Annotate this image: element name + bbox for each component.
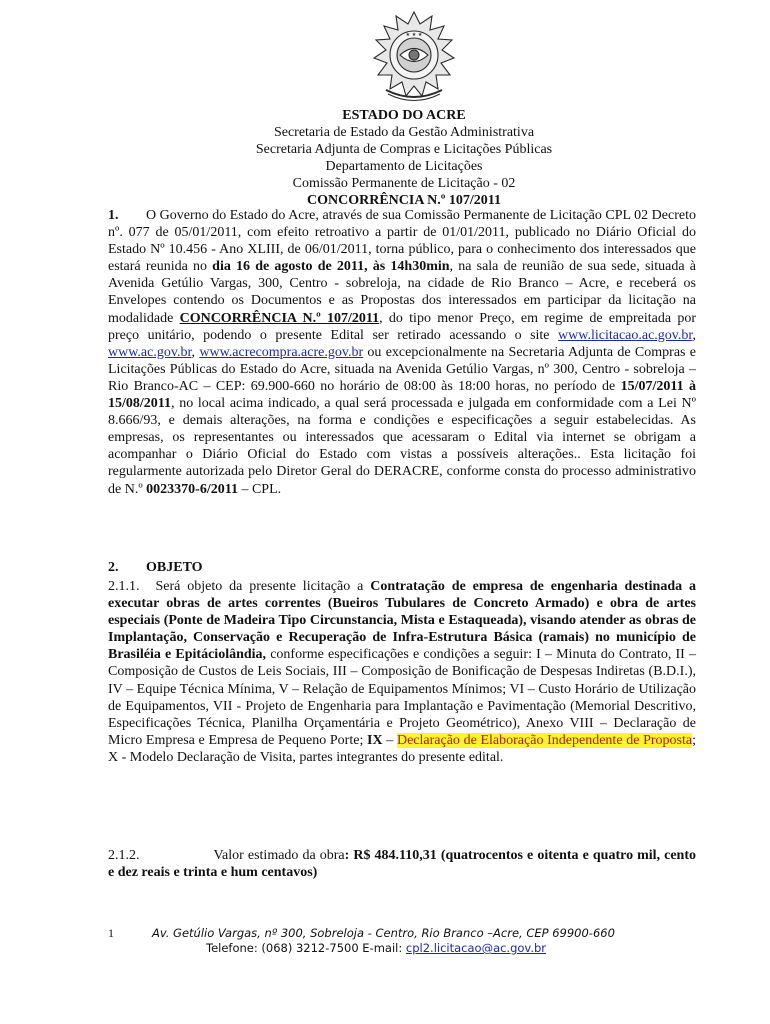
state-title: ESTADO DO ACRE	[342, 108, 466, 123]
text-span: –	[382, 732, 397, 748]
adjunta-line: Secretaria Adjunta de Compras e Licitações Públicas	[255, 142, 553, 157]
text-span: – CPL.	[237, 481, 282, 497]
footer-address: Av. Getúlio Vargas, nº 300, Sobreloja - Centro, Rio Branco –Acre, CEP 69900-660	[152, 926, 615, 940]
process-number: 0023370-6/2011	[146, 481, 238, 497]
date-bold: dia 16 de agosto de 2011, às 14h30min	[212, 259, 450, 275]
text-span: O Governo do Estado do Acre, através de sua Comissão Permanente de Licitação CPL 02 Decreto nº. 077 de 05/01/2011, com efeito retroativo a partir de 01/01/2011, publicado no Diário Oficial do Estado Nº 10.456 - Ano XLIII, de 06/01/2011, torna público, para o conhecimento dos interessados que estará reunida no	[108, 208, 696, 275]
paragraph-number: 2.1.2.	[108, 848, 140, 863]
concorrencia-ref: CONCORRÊNCIA N.º 107/2011	[179, 310, 380, 326]
estimated-value-words: (quatrocentos e oitenta e quatro mil, cento e dez reais e trinta e hum centavos)	[108, 848, 697, 881]
footer-phone: Telefone: (068) 3212-7500 E-mail:	[206, 941, 406, 955]
text-span: conforme especificações e condições a seguir: I – Minuta do Contrato, II – Composição de Custos de Leis Sociais, III – Composição de Bonificação de Despesas Indiretas (B.D.I.), IV – Equipe Técnica Mínima, V – Relação de Equipamentos Mínimos; VI – Custo Horário de Utilização de Equipamentos, VII - Projeto de Engenharia para Implantação e Pavimentação (Memorial Descritivo, Especificações Técnica, Planilha Orçamentária e Projeto Geométrico), Anexo VIII – Declaração de Micro Empresa e Empresa de Pequeno Porte;	[108, 647, 696, 748]
link-ac-gov[interactable]: www.ac.gov.br	[108, 344, 192, 360]
text-span: ,	[191, 344, 200, 360]
section-2-title: OBJETO	[146, 560, 203, 575]
svg-text:★ ★ ★: ★ ★ ★	[405, 32, 423, 38]
section-1-paragraph	[108, 207, 696, 498]
text-span: Valor estimado da obra	[213, 848, 345, 863]
estimated-value: : R$ 484.110,31	[344, 848, 437, 863]
highlighted-annex-ix: Declaração de Elaboração Independente de Proposta	[396, 732, 693, 748]
departamento-line: Departamento de Licitações	[325, 159, 483, 174]
section-2-number: 2.	[108, 560, 119, 575]
text-span: , no local acima indicado, a qual será processada e julgada em conformidade com a Lei Nº 8.666/93, e demais alterações, na forma e condições e especificações a seguir estabelecidas. As empresas, os representantes ou interessados que acessaram o Edital via internet se obrigam a acompanhar o Diário Oficial do Estado com vistas a possíveis alterações.. Esta licitação foi regularmente autorizada pelo Diretor Geral do DERACRE, conforme consta do processo administrativo de N.º	[108, 396, 696, 497]
paragraph-2-1-1	[108, 578, 696, 766]
object-description: Contratação de empresa de engenharia destinada a executar obras de artes correntes (Bueiros Tubulares de Concreto Armado) e obra de artes especiais (Ponte de Madeira Tipo Circunstancia, Mista e Estaqueada), visando atender as obras de Implantação, Conservação e Recuperação de Infra-Estrutura Básica (ramais) no município de Brasiléia e Epitáciolândia,	[108, 579, 696, 663]
section-2-heading	[108, 560, 203, 576]
paragraph-number: 2.1.1.	[108, 579, 140, 594]
text-span: ou excepcionalmente na Secretaria Adjunta de Compras e Licitações Públicas do Estado do Acre, situada na Avenida Getúlio Vargas, nº 300, Centro - sobreloja – Rio Branco-AC – CEP: 69.900-660 no horário de 08:00 às 18:00 horas, no período de	[108, 344, 696, 394]
secretaria-line: Secretaria de Estado da Gestão Administrativa	[273, 125, 535, 140]
period-bold: 15/07/2011 à 15/08/2011	[108, 378, 696, 412]
concorrencia-title: CONCORRÊNCIA N.º 107/2011	[306, 193, 502, 208]
page-number: 1	[108, 926, 114, 940]
comissao-line: Comissão Permanente de Licitação - 02	[292, 176, 516, 191]
link-licitacao[interactable]: www.licitacao.ac.gov.br	[558, 327, 693, 343]
text-span: ; X - Modelo Declaração de Visita, partes integrantes do presente edital.	[108, 732, 697, 765]
document-header	[108, 107, 700, 209]
section-1-number: 1.	[108, 208, 119, 223]
text-span: , na sala de reunião de sua sede, situada à Avenida Getúlio Vargas, 300, Centro - sobreloja, na cidade de Rio Branco – Acre, e receberá os Envelopes contendo os Documentos e as Propostas dos interessados em participar da licitação na modalidade	[108, 259, 696, 326]
annex-ix-number: IX	[367, 732, 383, 748]
paragraph-2-1-2	[108, 847, 696, 881]
text-span: ,	[692, 327, 696, 343]
text-span: , do tipo menor Preço, em regime de empreitada por preço unitário, podendo o presente Edital ser retirado acessando o site	[108, 310, 696, 343]
link-acrecompra[interactable]: www.acrecompra.acre.gov.br	[199, 344, 364, 360]
text-span: Será objeto da presente licitação a	[155, 579, 371, 594]
acre-coat-of-arms-logo	[366, 8, 462, 106]
footer-contact	[206, 941, 546, 956]
footer-email-link[interactable]: cpl2.licitacao@ac.gov.br	[405, 941, 547, 955]
